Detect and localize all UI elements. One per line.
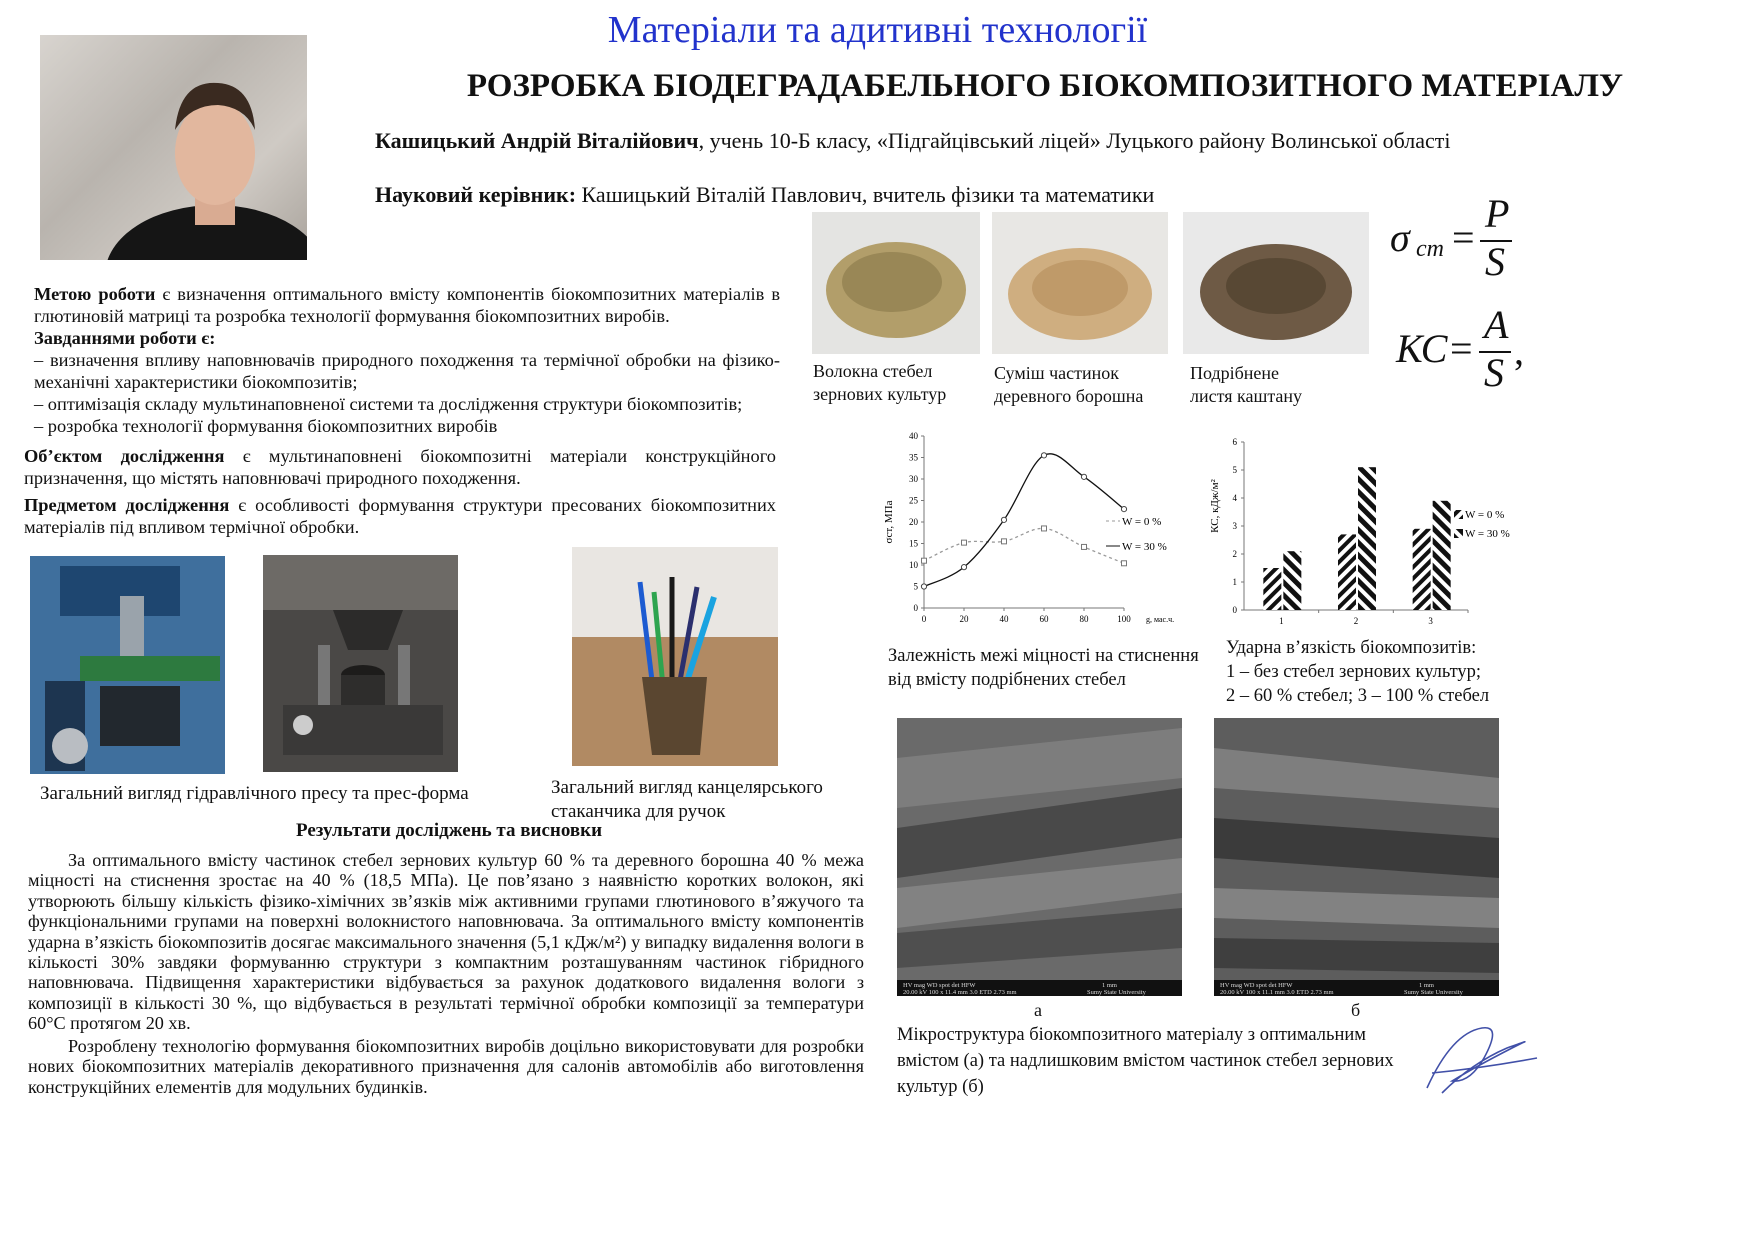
- y-tick-label: 6: [1232, 437, 1237, 447]
- goal-label: Метою роботи: [34, 284, 156, 304]
- subject-label: Предметом дослідження: [24, 495, 230, 515]
- object-paragraph: [24, 445, 776, 489]
- press-mold-photo: [263, 555, 458, 772]
- goal-text: є визначення оптимального вмісту компонентів біокомпозитних матеріалів в глютиновій матриці та розробка технології формування біокомпозитних виробів.: [34, 284, 781, 326]
- sem-databar: 20.00 kV 100 x 11.1 mm 3.0 ETD 2.73 mm: [1220, 989, 1334, 996]
- author-portrait: [40, 35, 307, 260]
- advisor-line: [375, 182, 1154, 208]
- data-point: [962, 540, 967, 545]
- press-photo: [30, 556, 225, 774]
- series-line: [924, 528, 1124, 563]
- author-line: [375, 128, 1451, 154]
- x-tick-label: 20: [959, 614, 969, 624]
- author-name: Кашицький Андрій Віталійович: [375, 128, 699, 153]
- sem-databar: HV mag WD spot det HFW: [903, 982, 976, 989]
- data-point: [1122, 561, 1127, 566]
- legend-label: W = 0 %: [1122, 516, 1162, 528]
- y-tick-label: 1: [1232, 577, 1237, 587]
- x-tick-label: 40: [999, 614, 1009, 624]
- filler-caption-line: деревного борошна: [994, 386, 1144, 406]
- sem-databar: 20.00 kV 100 x 11.4 mm 3.0 ETD 2.73 mm: [903, 989, 1017, 996]
- sem-org: Sumy State University: [1404, 989, 1463, 996]
- data-point: [1042, 526, 1047, 531]
- results-paragraph-1: За оптимального вмісту частинок стебел зернових культур 60 % та деревного борошна 40 % межа міцності на стиснення зростає на 40 % (18,5 МПа). Це пов’язано з наявністю коротких волокон, які утворюють більшу кількість фізико-хімічних зв’язків між активними групами глютинового в’яжучого та функціональними групами на поверхні волокнистого наповнювача. За оптимального вмісту компонентів ударна в’язкість біокомпозитів досягає максимального значення (5,1 кДж/м²) у випадку видалення вологи в кількості 30% завдяки формуванню структури з компактним розташуванням частинок гібридного наповнювача. Підвищення характеристики відбувається за рахунок додаткового видалення вологи з композиції в кількості 30 %, що відбувається в результаті термічної обробки композиції за температури 60°С протягом 20 хв.: [28, 850, 864, 1034]
- y-tick-label: 3: [1232, 521, 1237, 531]
- filler-photo-chestnut-leaves: [1183, 212, 1369, 354]
- chart-caption-line: Залежність межі міцності на стиснення: [888, 646, 1199, 666]
- advisor-label: Науковий керівник:: [375, 182, 577, 207]
- legend-label: W = 0 %: [1465, 509, 1505, 521]
- sem-org: Sumy State University: [1087, 989, 1146, 996]
- y-tick-label: 5: [913, 581, 918, 592]
- strength-line-chart: [876, 426, 1196, 630]
- results-paragraph-2: Розроблену технологію формування біокомпозитних виробів доцільно використовувати для розробки нових біокомпозитних матеріалів декоративного призначення для салонів автомобілів або виготовлення конструкційних елементів для модульних будинків.: [28, 1036, 864, 1097]
- goal-paragraph: [34, 283, 780, 327]
- y-axis-label: КС, кДж/м²: [1209, 479, 1221, 533]
- bar: [1413, 529, 1431, 610]
- poster-title: РОЗРОБКА БІОДЕГРАДАБЕЛЬНОГО БІОКОМПОЗИТНОГО МАТЕРІАЛУ: [466, 68, 1624, 104]
- bar-chart-caption: [1226, 636, 1489, 708]
- sem-image-a: [897, 718, 1182, 996]
- sem-image-b: [1214, 718, 1499, 996]
- portrait-figure: [40, 35, 307, 260]
- y-tick-label: 10: [909, 560, 918, 570]
- bar: [1433, 501, 1451, 610]
- chart-caption-line: 2 – 60 % стебел; 3 – 100 % стебел: [1226, 686, 1490, 706]
- y-axis-label: σст, МПа: [883, 500, 895, 544]
- filler-caption: [813, 360, 946, 406]
- formula-denominator: S: [1485, 239, 1505, 284]
- filler-photo-wood-flour: [992, 212, 1168, 354]
- x-tick-label: 0: [921, 614, 927, 624]
- goal-block: [34, 283, 780, 437]
- x-tick-label: 80: [1079, 614, 1089, 624]
- formula-symbol: σ: [1390, 215, 1410, 260]
- y-tick-label: 0: [913, 603, 918, 613]
- x-tick-label: 2: [1353, 616, 1359, 626]
- chart-caption-line: від вмісту подрібнених стебел: [888, 670, 1126, 690]
- y-tick-label: 5: [1232, 465, 1237, 475]
- filler-caption-line: Суміш частинок: [994, 363, 1119, 383]
- x-tick-label: 60: [1039, 614, 1049, 624]
- formula-symbol: КС: [1396, 326, 1448, 371]
- chart-caption-line: Ударна в’язкість біокомпозитів:: [1226, 638, 1477, 658]
- object-label: Об’єктом дослідження: [24, 446, 225, 466]
- formula-subscript: ст: [1416, 236, 1444, 262]
- conference-title: Матеріали та адитивні технології: [607, 9, 1148, 51]
- y-tick-label: 25: [909, 495, 918, 506]
- signature: [1412, 1003, 1548, 1103]
- pen-cup-photo: [572, 547, 778, 766]
- y-tick-label: 15: [909, 538, 918, 549]
- cup-caption: [551, 776, 823, 824]
- sem-scale: 1 mm: [1102, 982, 1117, 989]
- filler-caption-line: листя каштану: [1190, 386, 1303, 406]
- subject-paragraph: [24, 494, 776, 538]
- formula-denominator: S: [1484, 350, 1504, 395]
- x-axis-label: g, мас.ч.: [1146, 615, 1175, 624]
- formula-numerator: A: [1484, 302, 1509, 347]
- x-tick-label: 100: [1117, 614, 1131, 624]
- filler-caption-line: зернових культур: [813, 384, 947, 404]
- legend-label: W = 30 %: [1122, 541, 1167, 553]
- data-point: [922, 558, 927, 563]
- data-point: [961, 565, 966, 570]
- formula-impact: [1396, 302, 1536, 395]
- x-tick-label: 1: [1279, 616, 1284, 626]
- bar: [1338, 534, 1356, 610]
- sem-scale: 1 mm: [1419, 982, 1434, 989]
- results-heading: Результати досліджень та висновки: [296, 820, 603, 841]
- x-tick-label: 3: [1428, 616, 1433, 626]
- y-tick-label: 0: [1232, 605, 1237, 615]
- y-tick-label: 2: [1232, 549, 1237, 559]
- data-point: [1001, 517, 1006, 522]
- y-tick-label: 30: [909, 474, 918, 484]
- object-text: є мультинаповнені біокомпозитні матеріали конструкційного призначення, що містять наповнювачі природного походження.: [24, 446, 776, 488]
- sem-label-b: б: [1351, 1000, 1361, 1020]
- filler-photo-stalks: [812, 212, 980, 354]
- bar: [1263, 568, 1281, 610]
- legend-label: W = 30 %: [1465, 528, 1510, 540]
- filler-caption: [994, 362, 1143, 408]
- filler-caption-line: Подрібнене: [1190, 363, 1280, 383]
- formula-comma: ,: [1514, 328, 1524, 373]
- bar: [1283, 551, 1301, 610]
- legend-swatch: [1454, 510, 1463, 519]
- data-point: [1002, 539, 1007, 544]
- tasks-label: [34, 327, 780, 349]
- sem-label-a: а: [1034, 1000, 1042, 1020]
- tasks-heading: Завданнями роботи є:: [34, 328, 216, 348]
- sem-databar: HV mag WD spot det HFW: [1220, 982, 1293, 989]
- filler-caption: [1190, 362, 1302, 408]
- data-point: [1081, 474, 1086, 479]
- series-line: [924, 454, 1124, 587]
- data-point: [1082, 544, 1087, 549]
- press-caption: Загальний вигляд гідравлічного пресу та прес-форма: [40, 783, 469, 804]
- formula-equals: =: [1452, 215, 1475, 260]
- formula-numerator: P: [1485, 191, 1510, 236]
- formula-stress: [1390, 191, 1530, 286]
- data-point: [1121, 507, 1126, 512]
- impact-bar-chart: [1206, 432, 1536, 630]
- y-tick-label: 40: [909, 431, 918, 441]
- task-item: – розробка технології формування біокомпозитних виробів: [34, 416, 498, 436]
- sem-caption: Мікроструктура біокомпозитного матеріалу з оптимальним вмістом (а) та надлишковим вмістом частинок стебел зернових культур (б): [897, 1025, 1394, 1097]
- bar: [1358, 467, 1376, 610]
- task-item: – визначення впливу наповнювачів природного походження та термічної обробки на фізико-механічні характеристики біокомпозитів;: [34, 350, 780, 392]
- filler-caption-line: Волокна стебел: [813, 361, 933, 381]
- data-point: [1041, 453, 1046, 458]
- advisor-info: Кашицький Віталій Павлович, вчитель фізики та математики: [576, 182, 1155, 207]
- legend-swatch: [1454, 529, 1463, 538]
- subject-text: є особливості формування структури пресованих біокомпозитних матеріалів під впливом термічної обробки.: [24, 495, 777, 537]
- y-tick-label: 20: [909, 517, 918, 527]
- chart-caption-line: 1 – без стебел зернових культур;: [1226, 662, 1482, 682]
- task-item: – оптимізація складу мультинаповненої системи та дослідження структури біокомпозитів;: [34, 394, 743, 414]
- cup-caption-line: Загальний вигляд канцелярського: [551, 777, 823, 798]
- author-info: , учень 10-Б класу, «Підгайцівський ліцей» Луцького району Волинської області: [698, 128, 1451, 153]
- formula-equals: =: [1450, 326, 1473, 371]
- cup-caption-line: стаканчика для ручок: [551, 801, 726, 822]
- data-point: [921, 584, 926, 589]
- line-chart-caption: [888, 644, 1199, 692]
- y-tick-label: 4: [1232, 493, 1237, 503]
- y-tick-label: 35: [909, 452, 918, 463]
